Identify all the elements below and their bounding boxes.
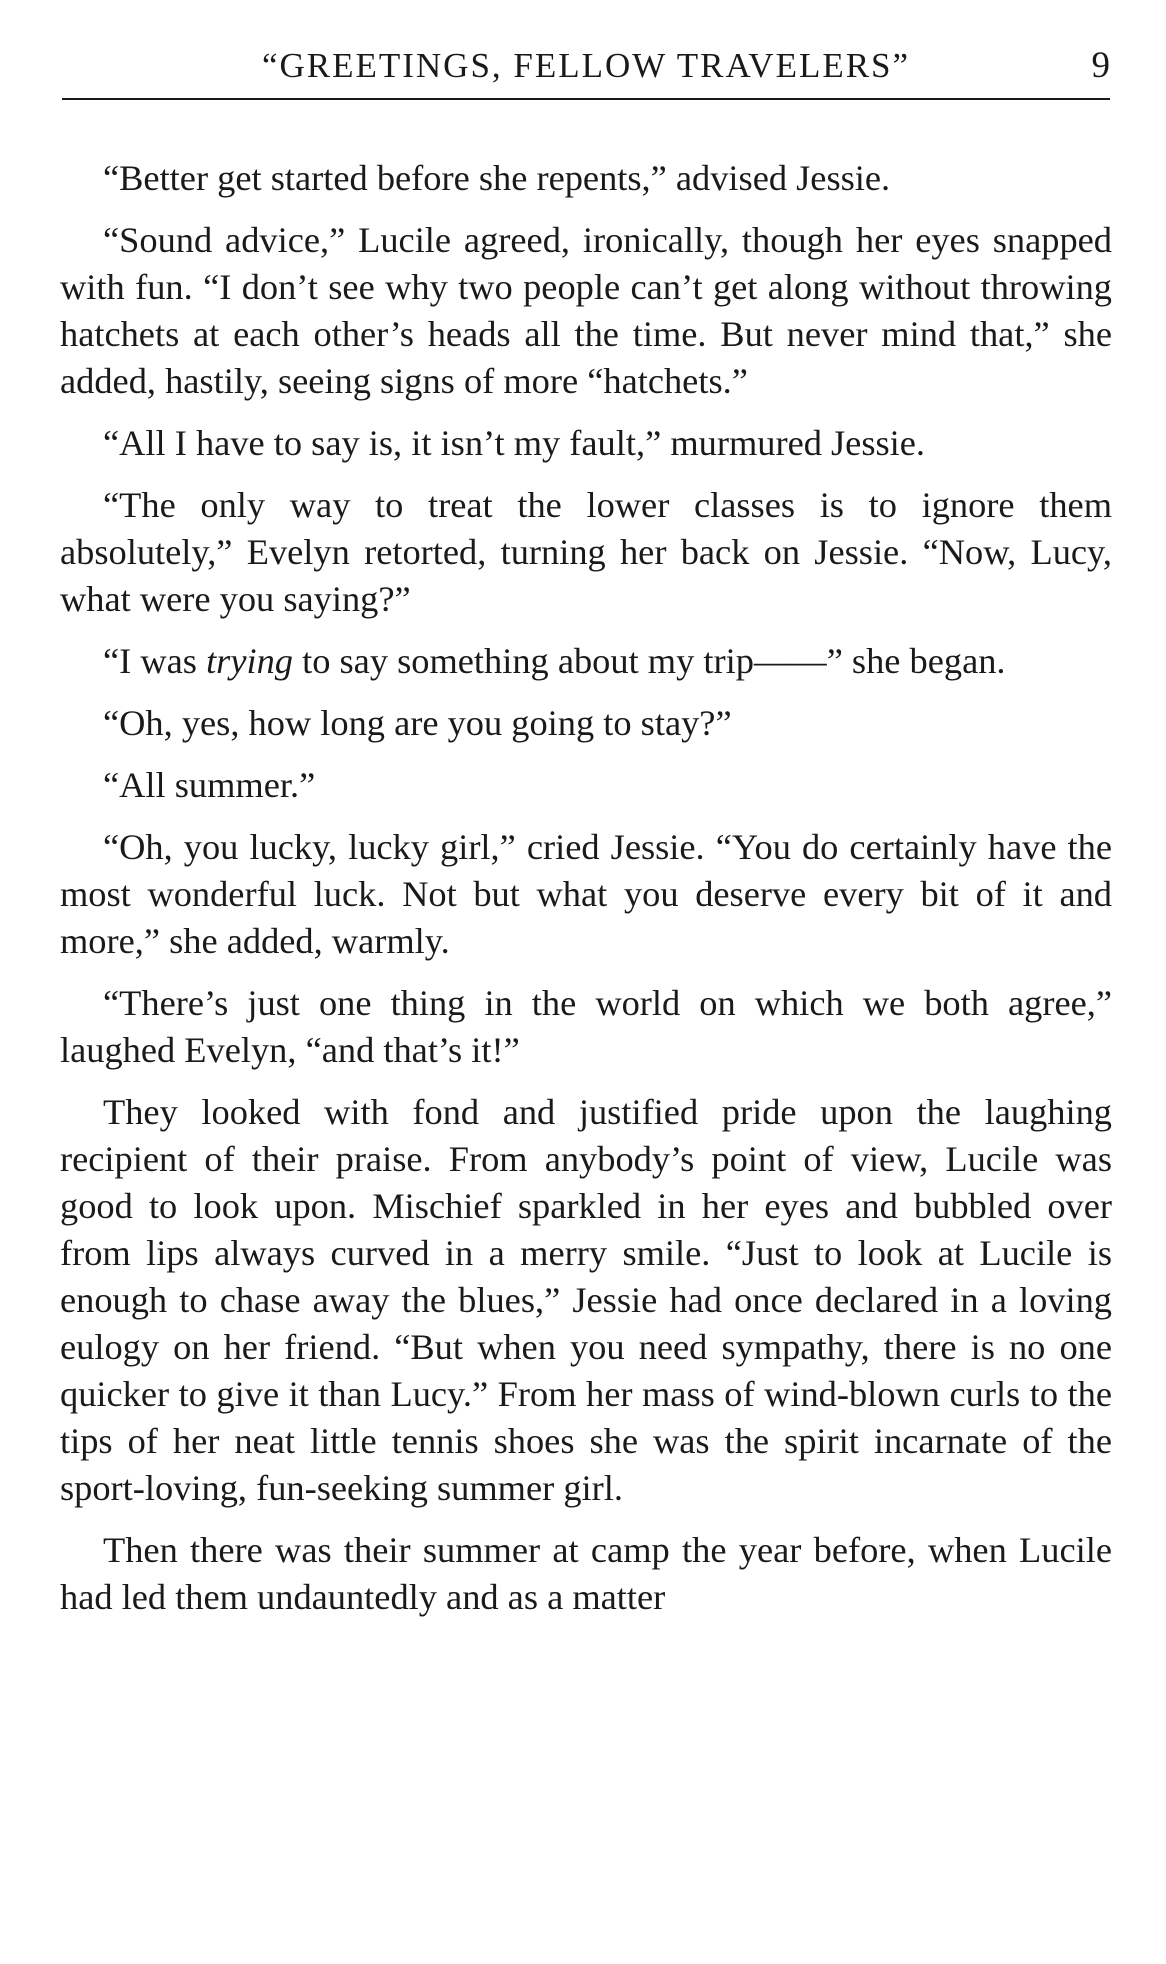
- header-rule: [62, 98, 1110, 100]
- paragraph: “All I have to say is, it isn’t my fault,” murmured Jessie.: [103, 423, 926, 463]
- page-number: 9: [1091, 45, 1110, 86]
- paragraph: “The only way to treat the lower classes is to ignore them absolutely,” Evelyn retorted, turning her back on Jessie. “Now, Lucy, what were you saying?”: [60, 485, 1112, 619]
- body-text: [60, 155, 1112, 1636]
- paragraph: “Sound advice,” Lucile agreed, ironically, though her eyes snapped with fun. “I don’t see why two people can’t get along without throwing hatchets at each other’s heads all the time. But never mind that,” she added, hastily, seeing signs of more “hatchets.”: [60, 220, 1112, 401]
- paragraph: “Better get started before she repents,” advised Jessie.: [103, 158, 891, 198]
- paragraph: “All summer.”: [103, 765, 316, 805]
- paragraph: “There’s just one thing in the world on which we both agree,” laughed Evelyn, “and that’s it!”: [60, 983, 1112, 1070]
- paragraph: [60, 638, 1112, 685]
- italic-word: trying: [206, 641, 293, 681]
- paragraph: They looked with fond and justified pride upon the laughing recipient of their praise. From anybody’s point of view, Lucile was good to look upon. Mischief sparkled in her eyes and bubbled over from lips always curved in a merry smile. “Just to look at Lucile is enough to chase away the blues,” Jessie had once declared in a loving eulogy on her friend. “But when you need sympathy, there is no one quicker to give it than Lucy.” From her mass of wind-blown curls to the tips of her neat little tennis shoes she was the spirit incarnate of the sport-loving, fun-seeking summer girl.: [60, 1092, 1112, 1508]
- paragraph-text: to say something about my trip——” she began.: [293, 641, 1006, 681]
- chapter-running-title: “GREETINGS, FELLOW TRAVELERS”: [261, 46, 911, 85]
- paragraph: Then there was their summer at camp the year before, when Lucile had led them undauntedly and as a matter: [60, 1530, 1112, 1617]
- paragraph: “Oh, you lucky, lucky girl,” cried Jessie. “You do certainly have the most wonderful luck. Not but what you deserve every bit of it and more,” she added, warmly.: [60, 827, 1112, 961]
- running-head: [62, 38, 1110, 94]
- paragraph-text: “I was: [103, 641, 207, 681]
- paragraph: “Oh, yes, how long are you going to stay?”: [103, 703, 732, 743]
